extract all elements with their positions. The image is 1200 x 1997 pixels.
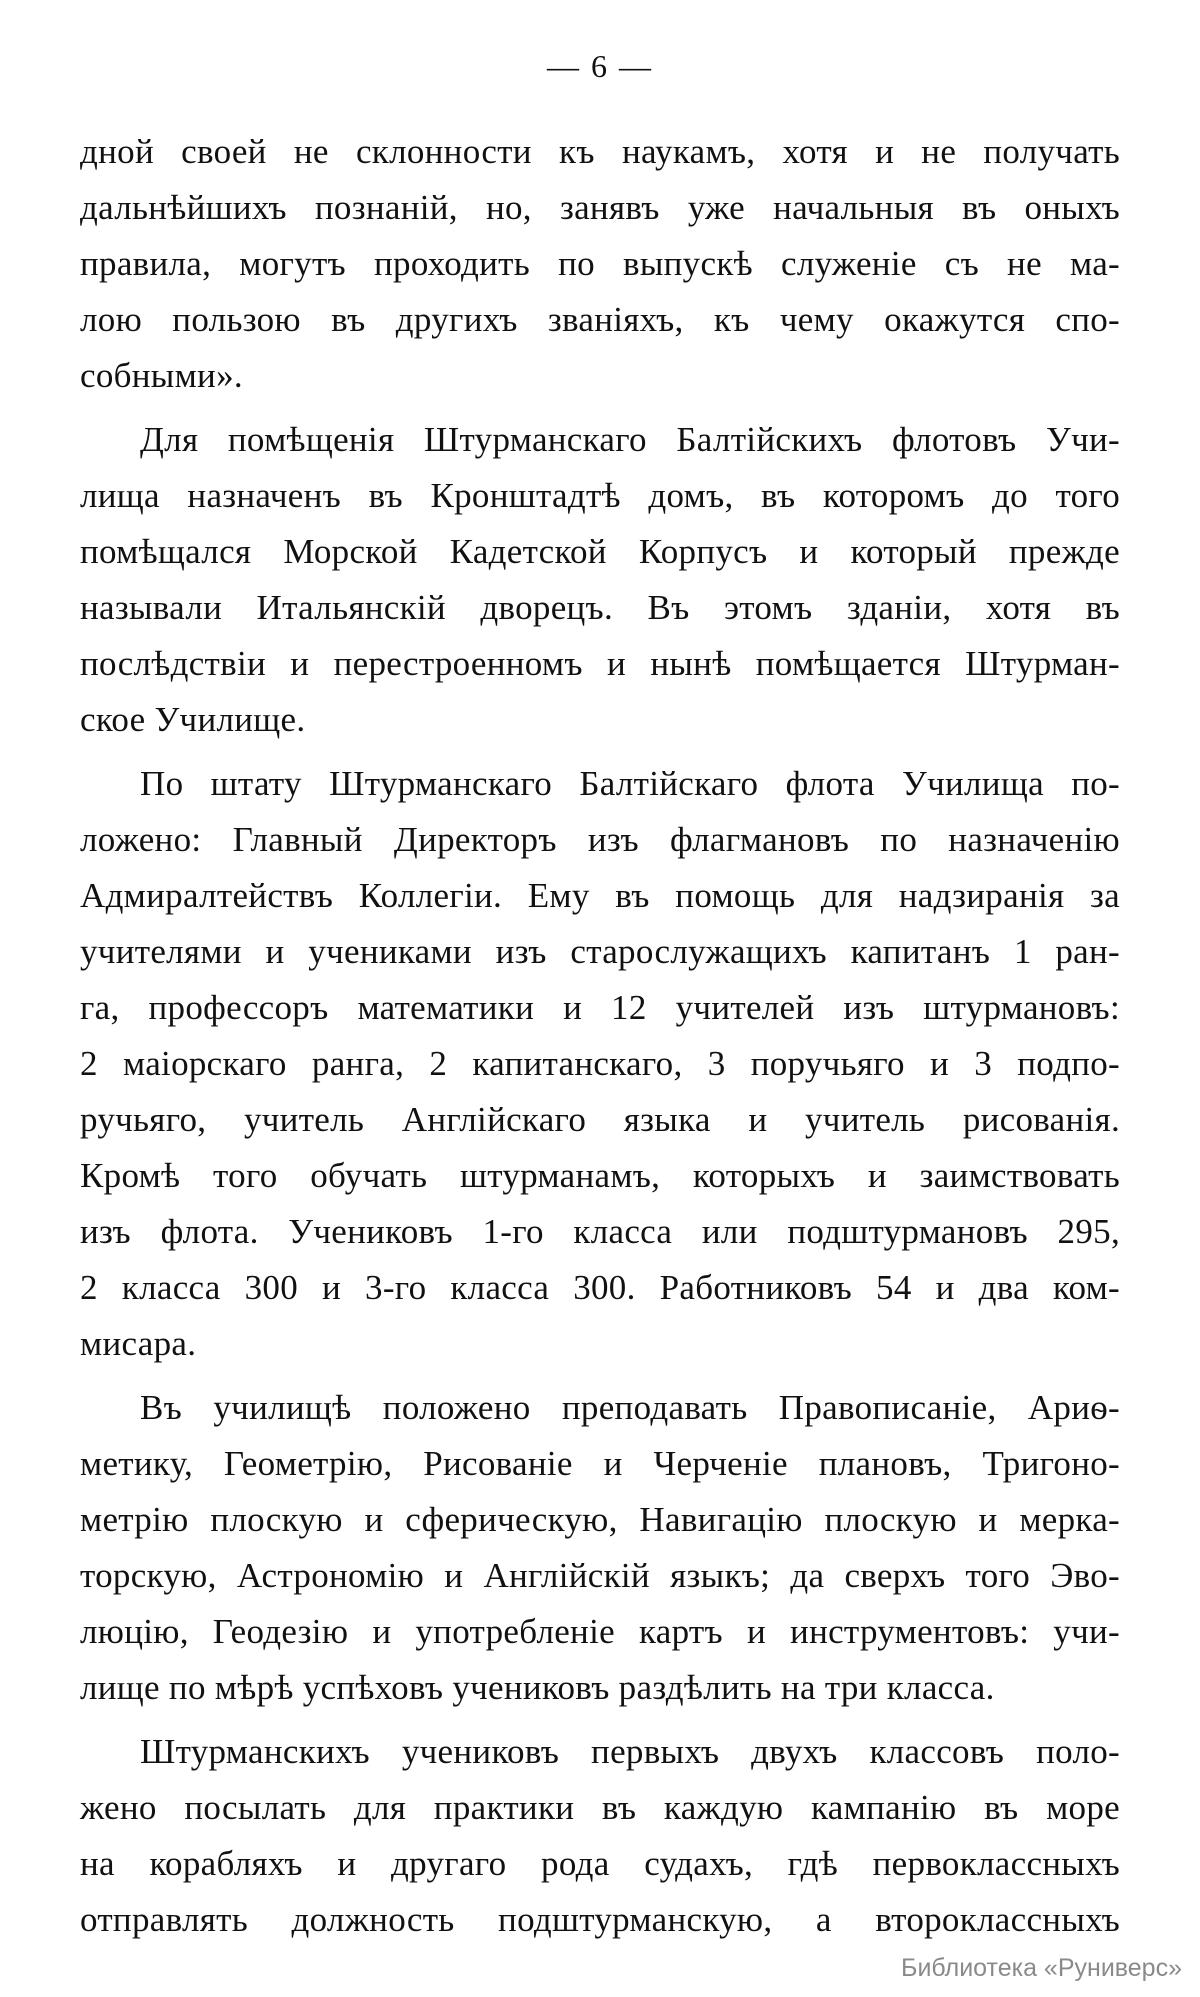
text-line: лище по мѣрѣ успѣховъ учениковъ раздѣлить на три класса. <box>80 1668 995 1707</box>
text-line: на корабляхъ и другаго рода судахъ, гдѣ первоклассныхъ <box>80 1844 1120 1883</box>
text-line: торскую, Астрономію и Англійскій языкъ; да сверхъ того Эво- <box>80 1556 1120 1595</box>
text-line: жено посылать для практики въ каждую кампанію въ море <box>80 1788 1120 1827</box>
page-number: — 6 — <box>547 48 653 84</box>
text-line: 2 класса 300 и 3-го класса 300. Работниковъ 54 и два ком- <box>80 1268 1120 1307</box>
text-line: Штурманскихъ учениковъ первыхъ двухъ классовъ поло- <box>140 1732 1120 1771</box>
text-line: дной своей не склонности къ наукамъ, хотя и не получать <box>80 132 1120 171</box>
text-line: га, профессоръ математики и 12 учителей изъ штурмановъ: <box>80 988 1120 1027</box>
paragraph-gap <box>80 404 1120 412</box>
text-line: правила, могутъ проходить по выпускѣ служеніе съ не ма- <box>80 244 1120 283</box>
text-line: собными». <box>80 356 243 395</box>
text-line: послѣдствіи и перестроенномъ и нынѣ помѣщается Штурман- <box>80 644 1120 683</box>
text-line: 2 маіорскаго ранга, 2 капитанскаго, 3 поручьяго и 3 подпо- <box>80 1044 1120 1083</box>
text-line: мисара. <box>80 1324 197 1363</box>
text-line: ложено: Главный Директоръ изъ флагмановъ по назначенію <box>80 820 1120 859</box>
body-text <box>80 124 1120 1948</box>
paragraph-gap <box>80 1372 1120 1380</box>
text-line: Кромѣ того обучать штурманамъ, которыхъ и заимствовать <box>80 1156 1120 1195</box>
text-line: Адмиралтействъ Коллегіи. Ему въ помощь для надзиранія за <box>80 876 1120 915</box>
text-line: называли Итальянскій дворецъ. Въ этомъ зданіи, хотя въ <box>80 588 1120 627</box>
paragraph <box>80 124 1120 404</box>
text-line: лою пользою въ другихъ званіяхъ, къ чему окажутся спо- <box>80 300 1120 339</box>
text-line: лища назначенъ въ Кронштадтѣ домъ, въ которомъ до того <box>80 476 1120 515</box>
text-line: Въ училищѣ положено преподавать Правописаніе, Ариѳ- <box>140 1388 1120 1427</box>
paragraph <box>80 756 1120 1372</box>
text-line: метику, Геометрію, Рисованіе и Черченіе плановъ, Тригоно- <box>80 1444 1120 1483</box>
text-line: По штату Штурманскаго Балтійскаго флота Училища по- <box>140 764 1120 803</box>
text-line: дальнѣйшихъ познаній, но, занявъ уже начальныя въ оныхъ <box>80 188 1120 227</box>
text-line: ручьяго, учитель Англійскаго языка и учитель рисованія. <box>80 1100 1120 1139</box>
text-line: ское Училище. <box>80 700 306 739</box>
paragraph <box>80 412 1120 748</box>
text-line: помѣщался Морской Кадетской Корпусъ и который прежде <box>80 532 1120 571</box>
text-line: люцію, Геодезію и употребленіе картъ и инструментовъ: учи- <box>80 1612 1120 1651</box>
text-line: отправлять должность подштурманскую, а второклассныхъ <box>80 1900 1120 1939</box>
text-line: Для помѣщенія Штурманскаго Балтійскихъ флотовъ Учи- <box>140 420 1120 459</box>
paragraph-gap <box>80 1716 1120 1724</box>
library-watermark: Библиотека «Руниверс» <box>901 1954 1182 1982</box>
text-line: изъ флота. Учениковъ 1-го класса или подштурмановъ 295, <box>80 1212 1120 1251</box>
paragraph <box>80 1724 1120 1948</box>
paragraph-gap <box>80 748 1120 756</box>
text-line: учителями и учениками изъ старослужащихъ капитанъ 1 ран- <box>80 932 1120 971</box>
text-line: метрію плоскую и сферическую, Навигацію плоскую и мерка- <box>80 1500 1120 1539</box>
paragraph <box>80 1380 1120 1716</box>
